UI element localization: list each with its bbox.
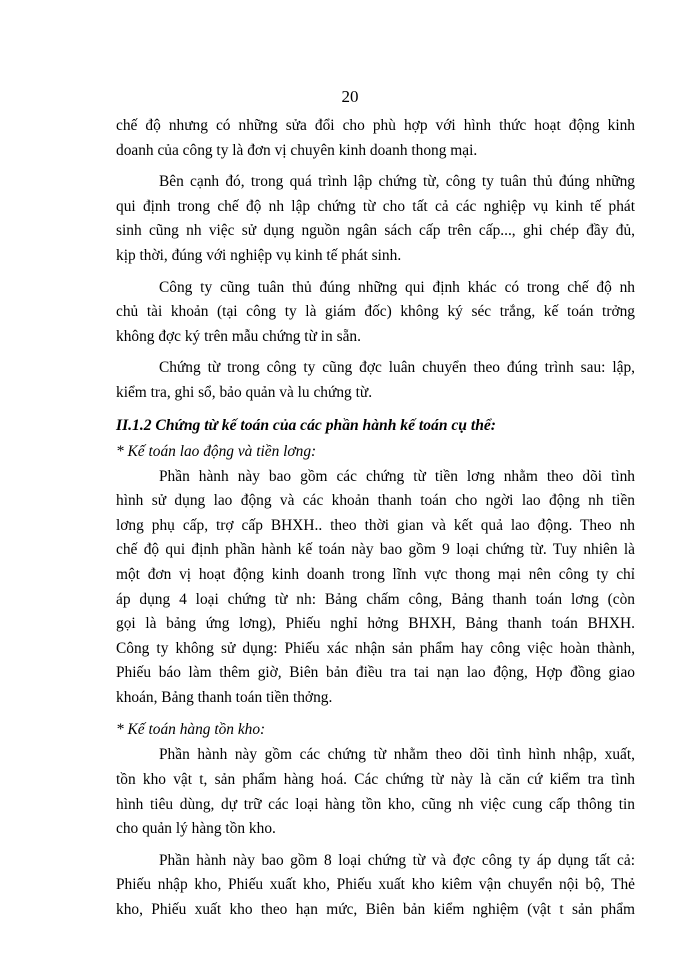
paragraph bbox=[116, 114, 635, 163]
text-line: Phiếu nhập kho, Phiếu xuất kho, Phiếu xuất kho kiêm vận chuyển nội bộ, Thẻ bbox=[116, 876, 635, 894]
text-line: Phần hành này gồm các chứng từ nhằm theo dõi tình hình nhập, xuất, bbox=[159, 746, 635, 764]
text-line: áp dụng 4 loại chứng từ nh: Bảng chấm công, Bảng thanh toán lơng (còn bbox=[116, 590, 635, 608]
text-line: hình sử dụng lao động và các khoản thanh toán cho ngời lao động nh tiền bbox=[116, 492, 635, 510]
text-line: lơng phụ cấp, trợ cấp BHXH.. theo thời gian và kết quả lao động. Theo nh bbox=[116, 516, 635, 534]
paragraph-gap bbox=[116, 269, 635, 276]
paragraph bbox=[116, 743, 635, 841]
paragraph-gap bbox=[116, 163, 635, 170]
text-line: qui định trong chế độ nh lập chứng từ cho tất cả các nghiệp vụ kinh tế phát bbox=[116, 197, 635, 215]
text-line: Phần hành này bao gồm 8 loại chứng từ và đợc công ty áp dụng tất cả: bbox=[159, 851, 635, 869]
text-line: sinh cũng nh việc sử dụng nguồn ngân sách cấp trên cấp..., ghi chép đầy đủ, bbox=[116, 222, 635, 240]
text-line: Công ty không sử dụng: Phiếu xác nhận sản phẩm hay công việc hoàn thành, bbox=[116, 639, 635, 657]
paragraph-gap bbox=[116, 406, 635, 413]
text-line: cho quản lý hàng tồn kho. bbox=[116, 820, 276, 838]
text-line: Phiếu báo làm thêm giờ, Biên bản điều tra tai nạn lao động, Hợp đồng giao bbox=[116, 664, 635, 682]
text-line: chế độ qui định phần hành kế toán này bao gồm 9 loại chứng từ. Tuy nhiên là bbox=[116, 541, 635, 559]
text-line: Chứng từ trong công ty cũng đợc luân chuyển theo đúng trình sau: lập, bbox=[159, 359, 635, 377]
subsection-title: * Kế toán lao động và tiền lơng: bbox=[116, 442, 317, 460]
text-line: Công ty cũng tuân thủ đúng những qui định khác có trong chế độ nh bbox=[159, 278, 635, 296]
page-number: 20 bbox=[341, 87, 359, 106]
text-line: doanh của công ty là đơn vị chuyên kinh doanh thong mại. bbox=[116, 141, 478, 159]
paragraph bbox=[116, 276, 635, 350]
paragraph bbox=[116, 170, 635, 268]
section-heading: II.1.2 Chứng từ kế toán của các phần hành kế toán cụ thể: bbox=[116, 416, 496, 434]
text-line: tồn kho vật t, sản phẩm hàng hoá. Các chứng từ này là căn cứ kiểm tra tình bbox=[116, 771, 635, 789]
text-line: khoán, Bảng thanh toán tiền thởng. bbox=[116, 688, 333, 706]
text-line: kịp thời, đúng với nghiệp vụ kinh tế phát sinh. bbox=[116, 246, 402, 264]
text-line: kho, Phiếu xuất kho theo hạn mức, Biên bản kiểm nghiệm (vật t sản phẩm bbox=[116, 901, 635, 919]
text-line: một đơn vị hoạt động kinh doanh trong lĩnh vực thong mại nên công ty chỉ bbox=[116, 565, 635, 583]
text-line: Phần hành này bao gồm các chứng từ tiền lơng nhằm theo dõi tình bbox=[159, 467, 635, 485]
text-line: gọi là bảng ứng lơng), Phiếu nghỉ hởng BHXH, Bảng thanh toán BHXH. bbox=[116, 615, 635, 633]
paragraph-gap bbox=[116, 842, 635, 849]
subsection-title: * Kế toán hàng tồn kho: bbox=[116, 721, 266, 739]
paragraph-gap bbox=[116, 710, 635, 717]
text-line: chế độ nhưng có những sửa đổi cho phù hợp với hình thức hoạt động kinh bbox=[116, 117, 635, 134]
text-line: hình tiêu dùng, dự trữ các loại hàng tồn kho, cũng nh việc cung cấp thông tin bbox=[116, 795, 635, 813]
paragraph bbox=[116, 849, 635, 923]
text-line: Bên cạnh đó, trong quá trình lập chứng từ, công ty tuân thủ đúng những bbox=[159, 173, 635, 191]
text-line: không đợc ký trên mẫu chứng từ in sẵn. bbox=[116, 327, 361, 345]
paragraph bbox=[116, 356, 635, 405]
document-body bbox=[116, 114, 635, 923]
paragraph-gap bbox=[116, 349, 635, 356]
text-line: chủ tài khoản (tại công ty là giám đốc) không ký séc trắng, kế toán trởng bbox=[116, 303, 635, 321]
paragraph bbox=[116, 465, 635, 711]
text-line: kiểm tra, ghi sổ, bảo quản và lu chứng từ. bbox=[116, 383, 373, 401]
